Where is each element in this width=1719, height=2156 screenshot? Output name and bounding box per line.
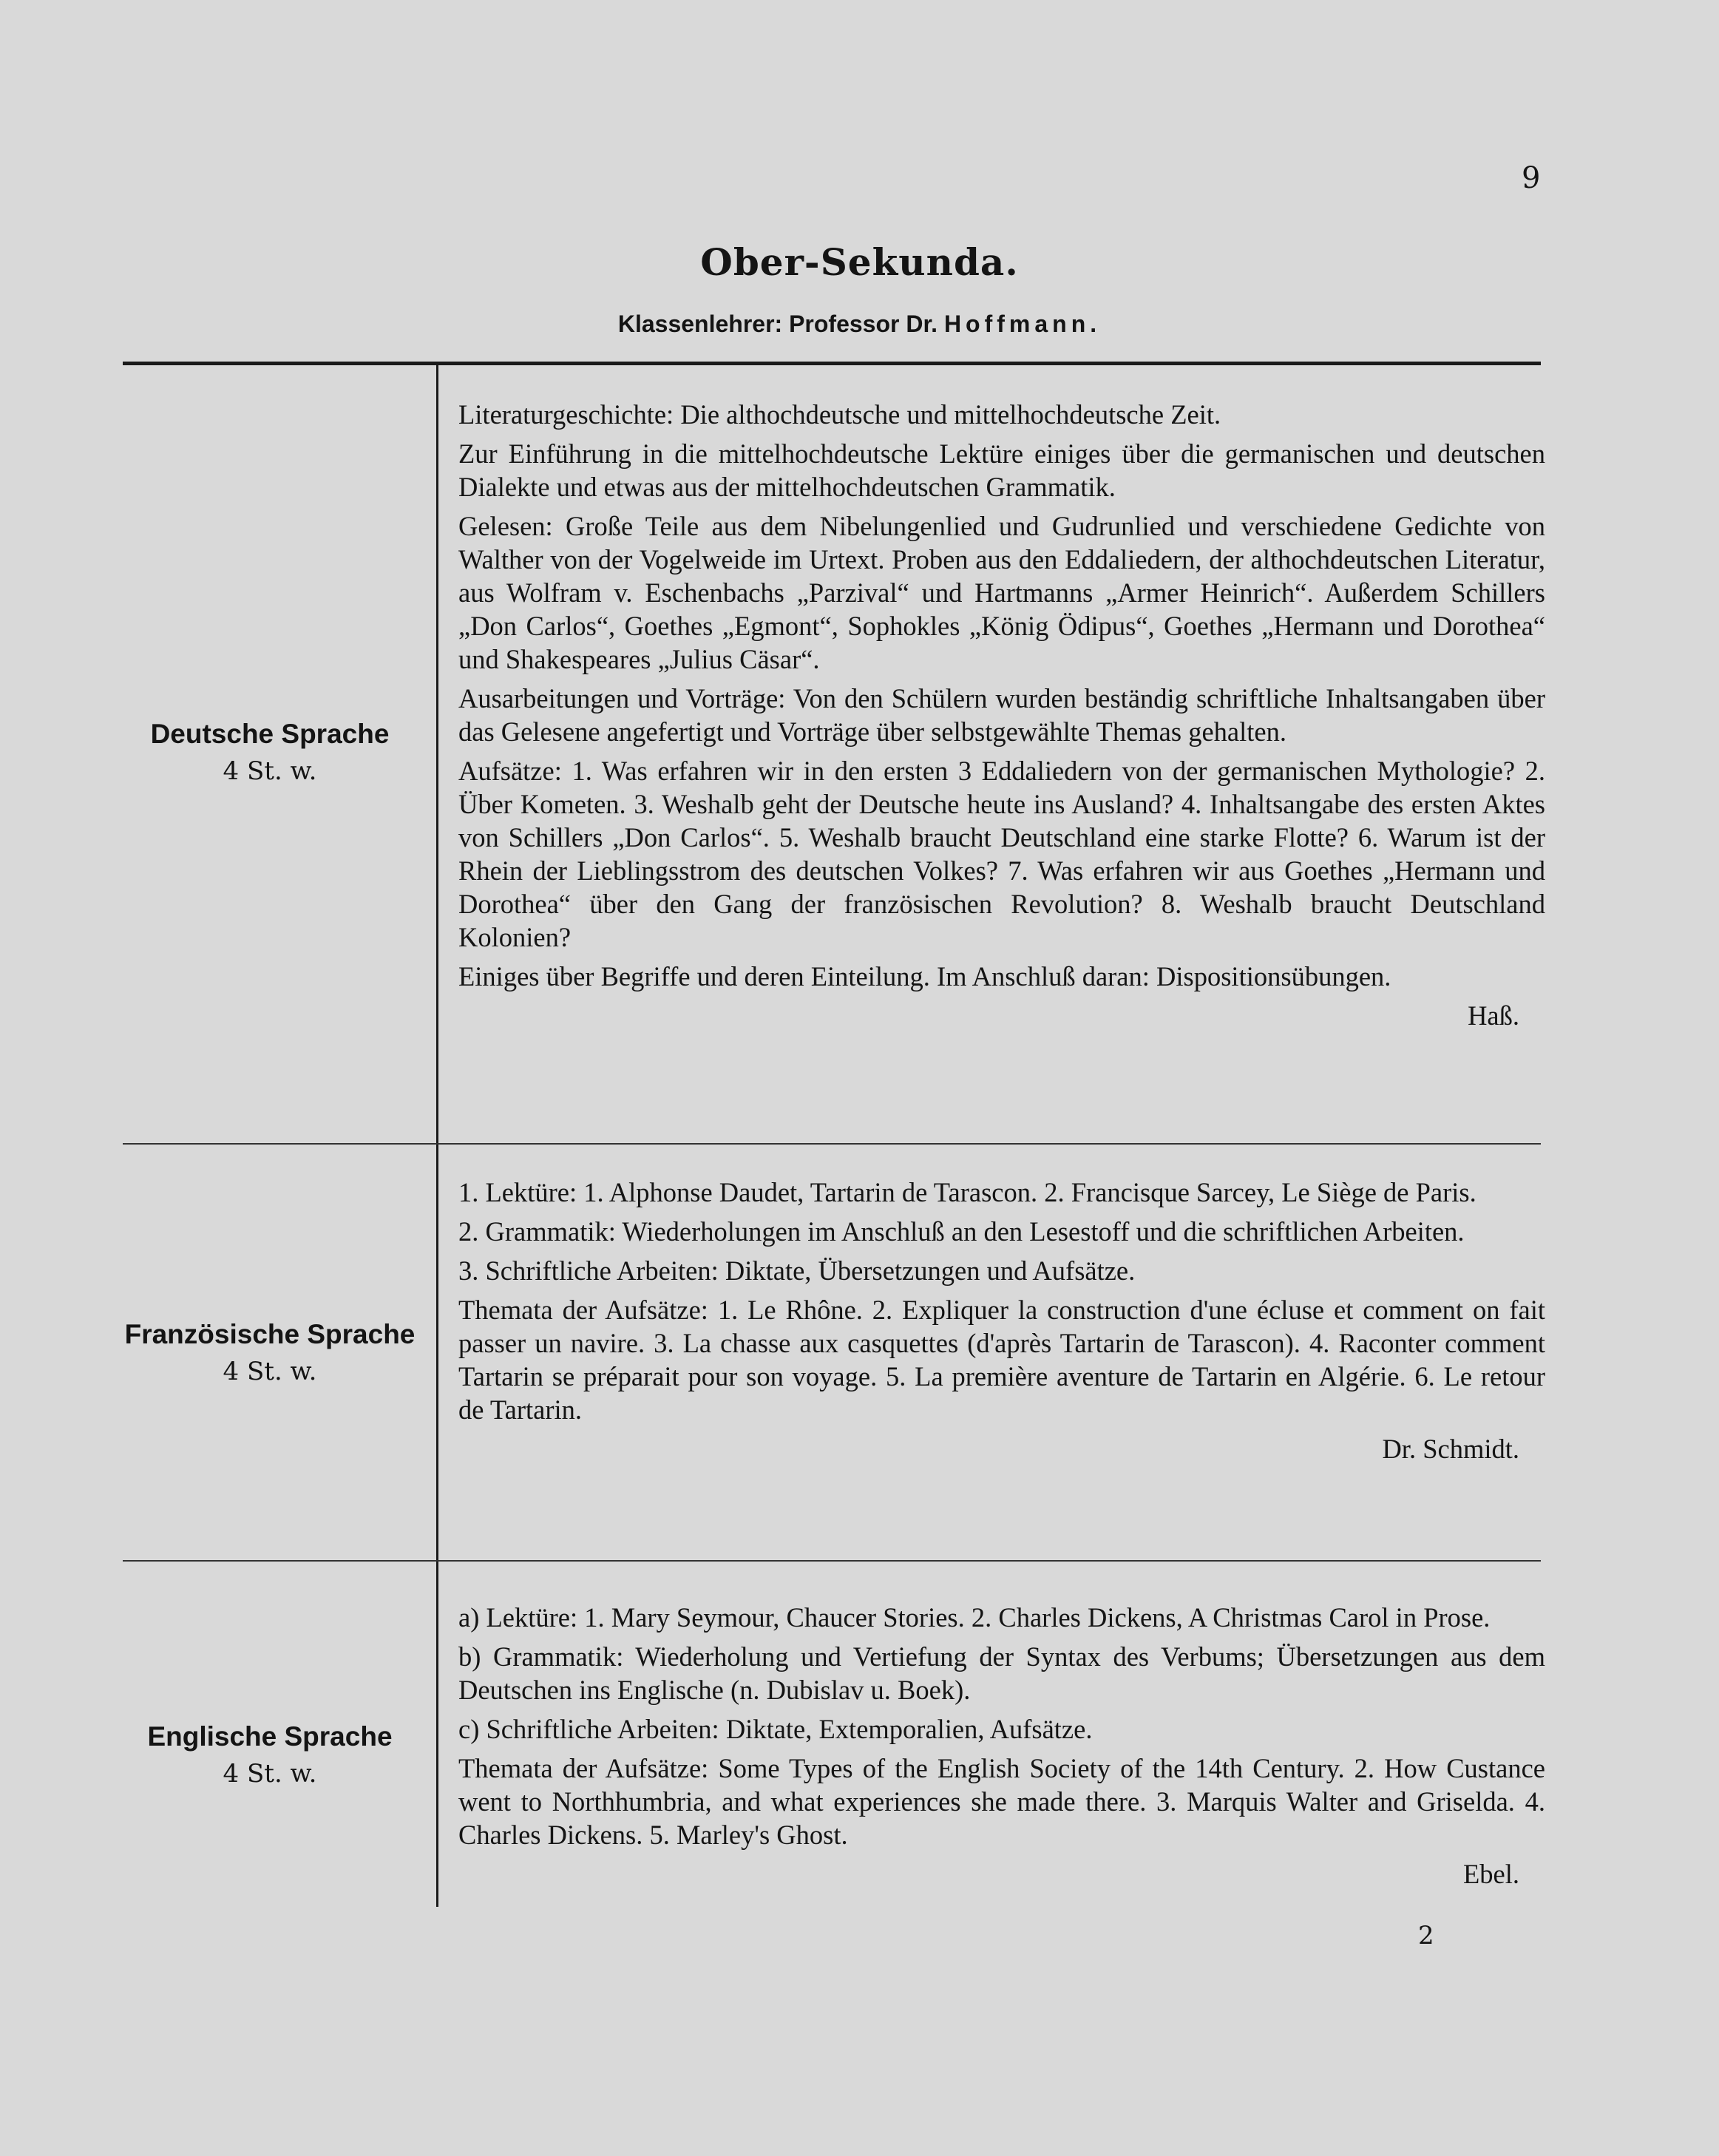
content-paragraph: Themata der Aufsätze: Some Types of the English Society of the 14th Century. 2. How Custance went to Northhumbria, and what experiences she made there. 3. Marquis Walter and Griselda. 4. Charles Dickens. 5. Marley's Ghost. bbox=[458, 1753, 1545, 1850]
content-paragraph: 3. Schriftliche Arbeiten: Diktate, Übersetzungen und Aufsätze. bbox=[458, 1255, 1136, 1286]
table-top-rule bbox=[123, 362, 1541, 365]
page-number: 9 bbox=[1522, 161, 1541, 195]
footer-mark: 2 bbox=[1418, 1921, 1434, 1950]
content-paragraph: Gelesen: Große Teile aus dem Nibelungenlied und Gudrunlied und verschiedene Gedichte von Walther von der Vogelweide im Urtext. Proben aus den Eddaliedern, der althochdeutschen Literatur, aus Wolfram v. Eschenbachs „Parzival“ und Hartmanns „Armer Heinrich“. Außerdem Schillers „Don Carlos“, Goethes „Egmont“, Sophokles „König Ödipus“, Goethes „Hermann und Dorothea“ und Shakespeares „Julius Cäsar“. bbox=[458, 511, 1545, 674]
class-teacher-prefix: Klassenlehrer: Professor Dr. bbox=[617, 311, 938, 337]
section-content bbox=[458, 1176, 1545, 1465]
content-paragraph: Zur Einführung in die mittelhochdeutsche Lektüre einiges über die germanischen und deutschen Dialekte und etwas aus der mittelhochdeutschen Grammatik. bbox=[458, 438, 1545, 502]
content-paragraph: c) Schriftliche Arbeiten: Diktate, Extemporalien, Aufsätze. bbox=[458, 1714, 1093, 1744]
teacher-signature: Dr. Schmidt. bbox=[1382, 1434, 1519, 1464]
section-divider bbox=[123, 1143, 1541, 1145]
content-paragraph: Literaturgeschichte: Die althochdeutsche und mittelhochdeutsche Zeit. bbox=[458, 399, 1221, 430]
content-paragraph: 2. Grammatik: Wiederholungen im Anschluß an den Lesestoff und die schriftlichen Arbeiten. bbox=[458, 1216, 1465, 1247]
table-column-divider bbox=[436, 365, 438, 1907]
class-teacher-line bbox=[0, 311, 1719, 338]
page-title: Ober-Sekunda. bbox=[700, 240, 1019, 284]
subject-name: Französische Sprache bbox=[124, 1319, 416, 1349]
subject-hours: 4 St. w. bbox=[223, 1759, 317, 1789]
teacher-signature: Haß. bbox=[1468, 1000, 1519, 1031]
section-content bbox=[458, 398, 1545, 1032]
content-paragraph: Einiges über Begriffe und deren Einteilung. Im Anschluß daran: Dispositionsübungen. bbox=[458, 961, 1391, 991]
subject-label bbox=[111, 1316, 429, 1390]
subject-label bbox=[111, 1718, 429, 1792]
content-paragraph: Ausarbeitungen und Vorträge: Von den Schülern wurden beständig schriftliche Inhaltsangaben über das Gelesene angefertigt und Vorträge über selbstgewählte Themas gehalten. bbox=[458, 683, 1545, 747]
section-divider bbox=[123, 1560, 1541, 1562]
subject-hours: 4 St. w. bbox=[223, 756, 317, 786]
content-paragraph: a) Lektüre: 1. Mary Seymour, Chaucer Stories. 2. Charles Dickens, A Christmas Carol in Prose. bbox=[458, 1602, 1491, 1633]
content-paragraph: b) Grammatik: Wiederholung und Vertiefung der Syntax des Verbums; Übersetzungen aus dem Deutschen ins Englische (n. Dubislav u. Boek). bbox=[458, 1641, 1545, 1705]
subject-hours: 4 St. w. bbox=[223, 1357, 317, 1386]
content-paragraph: Themata der Aufsätze: 1. Le Rhône. 2. Expliquer la construction d'une écluse et comment on fait passer un navire. 3. La chasse aux casquettes (d'après Tartarin de Tarascon). 4. Raconter comment Tartarin se préparait pour son voyage. 5. La première aventure de Tartarin en Algérie. 6. Le retour de Tartarin. bbox=[458, 1295, 1545, 1425]
class-teacher-name: Hoffmann. bbox=[943, 311, 1102, 337]
subject-name: Deutsche Sprache bbox=[150, 719, 390, 749]
content-paragraph: Aufsätze: 1. Was erfahren wir in den ersten 3 Eddaliedern von der germanischen Mythologie? 2. Über Kometen. 3. Weshalb geht der Deutsche heute ins Ausland? 4. Inhaltsangabe des ersten Aktes von Schillers „Don Carlos“. 5. Weshalb braucht Deutschland eine starke Flotte? 6. Warum ist der Rhein der Lieblingsstrom des deutschen Volkes? 7. Was erfahren wir aus Goethes „Hermann und Dorothea“ über den Gang der französischen Revolution? 8. Weshalb braucht Deutschland Kolonien? bbox=[458, 756, 1545, 952]
subject-label bbox=[111, 716, 429, 790]
teacher-signature: Ebel. bbox=[1462, 1859, 1519, 1889]
section-content bbox=[458, 1601, 1545, 1891]
content-paragraph: 1. Lektüre: 1. Alphonse Daudet, Tartarin de Tarascon. 2. Francisque Sarcey, Le Siège de Paris. bbox=[458, 1177, 1476, 1207]
subject-name: Englische Sprache bbox=[147, 1721, 393, 1752]
